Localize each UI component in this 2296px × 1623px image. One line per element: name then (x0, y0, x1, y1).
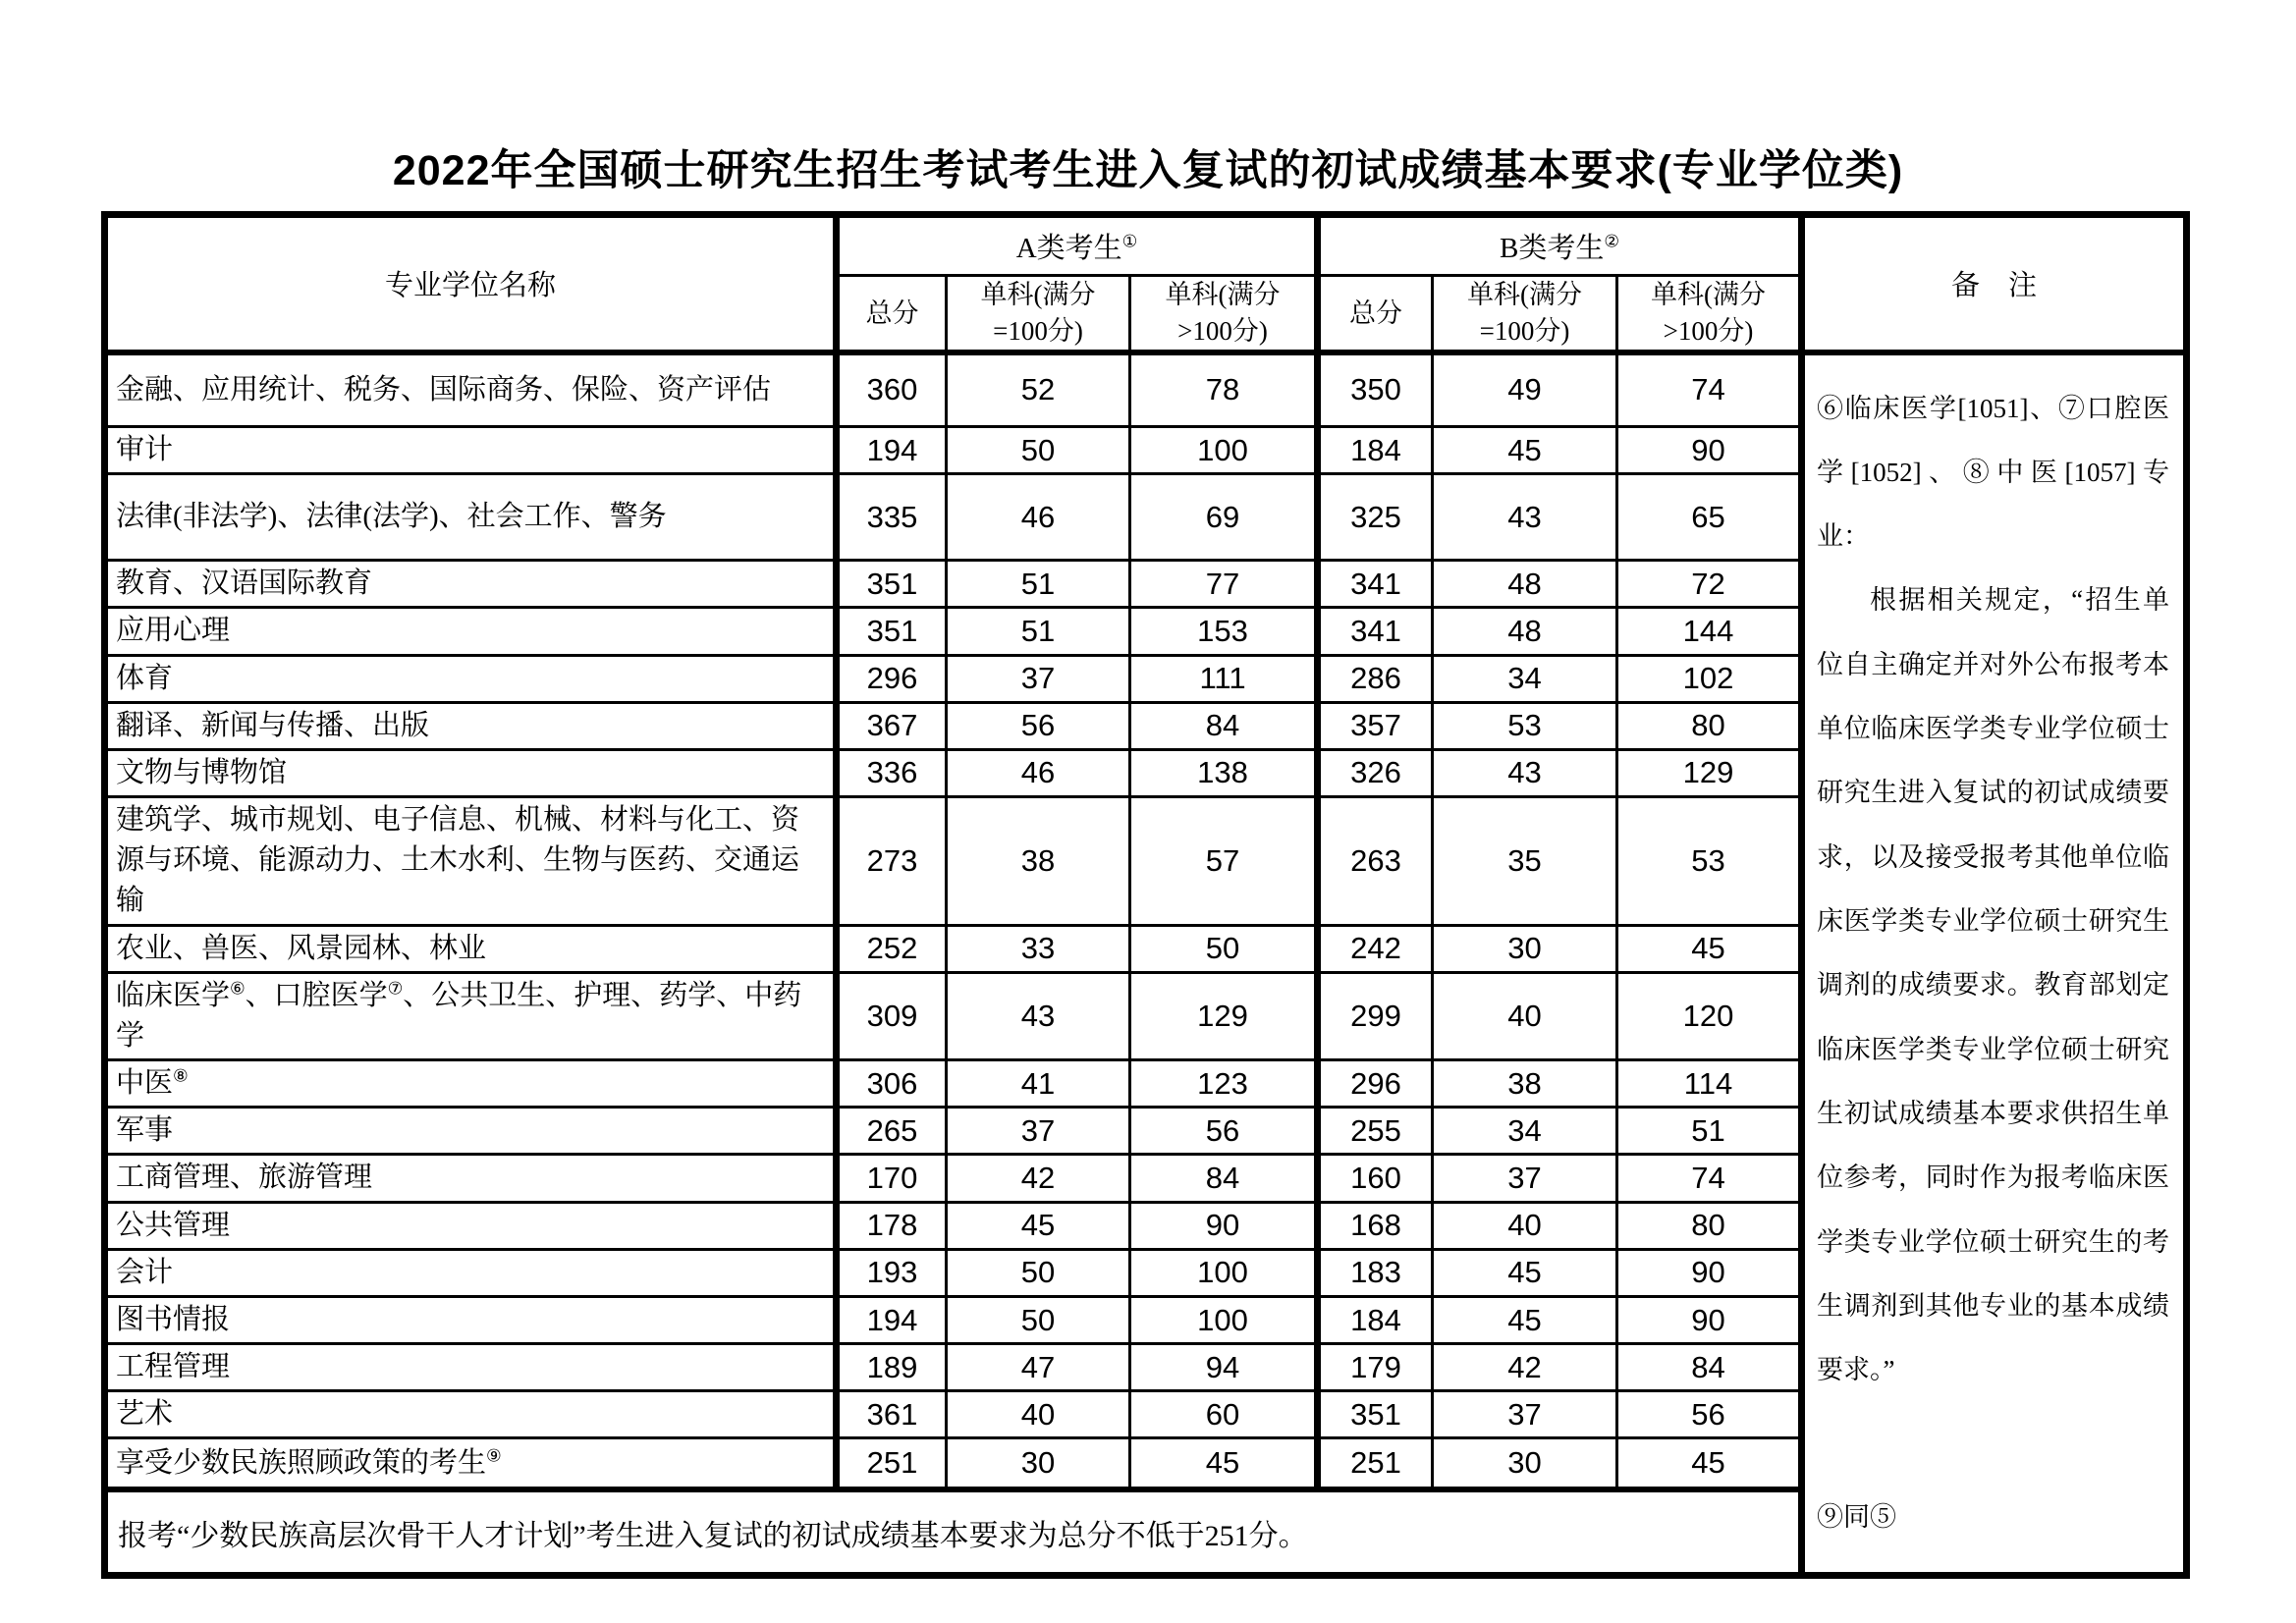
degree-name-text: 公共管理 (116, 1209, 231, 1241)
degree-name-text: 临床医学 (116, 979, 231, 1011)
subhead-line: 单科(满分 (1467, 280, 1582, 310)
score-cell: 252 (837, 925, 947, 972)
score-cell: 77 (1130, 561, 1318, 608)
score-cell: 138 (1130, 749, 1318, 796)
degree-name-cell (105, 1344, 837, 1391)
table-row (105, 352, 2187, 427)
score-cell: 325 (1318, 474, 1433, 561)
score-cell: 53 (1617, 797, 1802, 926)
score-cell: 357 (1318, 702, 1433, 749)
score-cell: 43 (947, 972, 1130, 1059)
score-cell: 56 (1617, 1391, 1802, 1438)
score-cell: 120 (1617, 972, 1802, 1059)
score-cell: 189 (837, 1344, 947, 1391)
score-cell: 38 (1433, 1060, 1617, 1108)
score-cell: 50 (947, 1296, 1130, 1343)
score-cell: 251 (837, 1438, 947, 1489)
degree-name-cell (105, 427, 837, 474)
score-cell: 100 (1130, 427, 1318, 474)
score-cell: 341 (1318, 561, 1433, 608)
score-cell: 100 (1130, 1249, 1318, 1296)
score-cell: 50 (947, 427, 1130, 474)
score-cell: 326 (1318, 749, 1433, 796)
header-remark: 备 注 (1802, 215, 2187, 352)
score-cell: 84 (1130, 702, 1318, 749)
degree-name-text: 工商管理、旅游管理 (116, 1162, 373, 1194)
score-cell: 84 (1130, 1155, 1318, 1202)
degree-name-cell (105, 608, 837, 655)
degree-name-text: 军事 (116, 1114, 174, 1147)
degree-name-text: 中医 (116, 1067, 174, 1100)
score-cell: 194 (837, 1296, 947, 1343)
score-cell: 341 (1318, 608, 1433, 655)
degree-name-text: 审计 (116, 434, 174, 465)
degree-name-cell (105, 1296, 837, 1343)
score-cell: 30 (1433, 925, 1617, 972)
degree-name-cell (105, 925, 837, 972)
score-cell: 350 (1318, 352, 1433, 427)
score-cell: 296 (1318, 1060, 1433, 1108)
page-title: 2022年全国硕士研究生招生考试考生进入复试的初试成绩基本要求(专业学位类) (392, 147, 1904, 194)
degree-name-text: 翻译、新闻与传播、出版 (116, 709, 430, 741)
score-cell: 45 (1130, 1438, 1318, 1489)
score-cell: 90 (1617, 1249, 1802, 1296)
degree-name-text: 建筑学、城市规划、电子信息、机械、材料与化工、资源与环境、能源动力、土木水利、生物与医药、交通运输 (116, 804, 800, 917)
score-cell: 43 (1433, 474, 1617, 561)
group-b-label: B类考生 (1500, 233, 1605, 264)
subhead-line: 单科(满分 (1651, 280, 1767, 310)
degree-name-cell (105, 1391, 837, 1438)
score-cell: 336 (837, 749, 947, 796)
score-cell: 30 (1433, 1438, 1617, 1489)
score-cell: 42 (1433, 1344, 1617, 1391)
degree-name-cell (105, 749, 837, 796)
score-cell: 183 (1318, 1249, 1433, 1296)
score-cell: 144 (1617, 608, 1802, 655)
score-cell: 46 (947, 749, 1130, 796)
score-cell: 40 (947, 1391, 1130, 1438)
degree-name-text: 金融、应用统计、税务、国际商务、保险、资产评估 (116, 373, 772, 406)
score-cell: 90 (1130, 1202, 1318, 1249)
header-group-a (837, 215, 1318, 276)
degree-name-cell (105, 1202, 837, 1249)
score-cell: 265 (837, 1108, 947, 1155)
degree-name-cell (105, 474, 837, 561)
score-cell: 47 (947, 1344, 1130, 1391)
degree-name-text: 享受少数民族照顾政策的考生 (116, 1446, 487, 1479)
score-cell: 45 (947, 1202, 1130, 1249)
header-a-total: 总分 (837, 276, 947, 352)
degree-name-text: 艺术 (116, 1398, 174, 1431)
score-cell: 56 (947, 702, 1130, 749)
score-cell: 351 (837, 561, 947, 608)
subhead-line: =100分) (993, 315, 1083, 346)
score-cell: 45 (1433, 427, 1617, 474)
score-cell: 90 (1617, 1296, 1802, 1343)
header-b-single-eq100 (1433, 276, 1617, 352)
score-cell: 74 (1617, 1155, 1802, 1202)
degree-name-text: 图书情报 (116, 1303, 231, 1335)
degree-name-cell (105, 561, 837, 608)
score-cell: 51 (947, 608, 1130, 655)
score-cell: 37 (947, 655, 1130, 702)
table-header (105, 215, 2187, 352)
score-cell: 367 (837, 702, 947, 749)
score-cell: 35 (1433, 797, 1617, 926)
score-cell: 90 (1617, 427, 1802, 474)
score-cell: 251 (1318, 1438, 1433, 1489)
score-cell: 255 (1318, 1108, 1433, 1155)
footnote-mark: ⑥ (230, 978, 246, 999)
score-cell: 78 (1130, 352, 1318, 427)
remark-paragraph: ⑥临床医学[1051]、⑦口腔医学[1052]、⑧中医[1057]专业： (1817, 393, 2170, 552)
score-cell: 286 (1318, 655, 1433, 702)
score-cell: 263 (1318, 797, 1433, 926)
score-cell: 335 (837, 474, 947, 561)
degree-name-cell (105, 1060, 837, 1108)
degree-name-text: 教育、汉语国际教育 (116, 568, 373, 600)
remark-cell (1802, 352, 2187, 1576)
footnote-mark: ⑧ (173, 1065, 189, 1086)
remark-paragraph: 根据相关规定，“招生单位自主确定并对外公布报考本单位临床医学类专业学位硕士研究生进入复试的初试成绩要求，以及接受报考其他单位临床医学类专业学位硕士研究生调剂的成绩要求。教育部划定临床医学类专业学位硕士研究生初试成绩基本要求供招生单位参考，同时作为报考临床医学类专业学位硕士研究生的考生调剂到其他专业的基本成绩要求。” (1817, 585, 2170, 1385)
header-group-b (1318, 215, 1802, 276)
score-cell: 50 (947, 1249, 1130, 1296)
subhead-line: >100分) (1177, 315, 1268, 346)
score-cell: 184 (1318, 1296, 1433, 1343)
subhead-line: =100分) (1479, 315, 1570, 346)
degree-name-cell (105, 655, 837, 702)
score-cell: 37 (1433, 1155, 1617, 1202)
score-cell: 56 (1130, 1108, 1318, 1155)
header-row-groups (105, 215, 2187, 276)
score-cell: 360 (837, 352, 947, 427)
degree-name-cell (105, 352, 837, 427)
score-cell: 69 (1130, 474, 1318, 561)
remark-paragraph: ⑨同⑤ (1817, 1501, 1897, 1532)
score-cell: 184 (1318, 427, 1433, 474)
header-a-single-eq100 (947, 276, 1130, 352)
score-cell: 41 (947, 1060, 1130, 1108)
score-cell: 194 (837, 427, 947, 474)
header-a-single-gt100 (1130, 276, 1318, 352)
score-cell: 34 (1433, 1108, 1617, 1155)
degree-name-text: 、公共卫生、护理、药学、中药学 (116, 979, 802, 1052)
degree-name-cell (105, 797, 837, 926)
score-cell: 111 (1130, 655, 1318, 702)
degree-name-text: 农业、兽医、风景园林、林业 (116, 932, 487, 964)
score-cell: 45 (1617, 1438, 1802, 1489)
score-cell: 123 (1130, 1060, 1318, 1108)
footnote-mark: ⑦ (387, 978, 404, 999)
score-cell: 351 (1318, 1391, 1433, 1438)
score-cell: 46 (947, 474, 1130, 561)
group-a-label: A类考生 (1015, 233, 1122, 264)
score-cell: 37 (947, 1108, 1130, 1155)
score-cell: 299 (1318, 972, 1433, 1059)
score-cell: 42 (947, 1155, 1130, 1202)
score-cell: 114 (1617, 1060, 1802, 1108)
group-a-footnote-mark: ① (1121, 231, 1138, 251)
subhead-line: 单科(满分 (1165, 280, 1281, 310)
group-b-footnote-mark: ② (1604, 231, 1619, 251)
score-cell: 37 (1433, 1391, 1617, 1438)
subhead-line: 单科(满分 (980, 280, 1096, 310)
score-cell: 72 (1617, 561, 1802, 608)
score-table (101, 211, 2190, 1579)
footnote-mark: ⑨ (486, 1444, 502, 1465)
score-cell: 51 (1617, 1108, 1802, 1155)
score-cell: 48 (1433, 608, 1617, 655)
score-cell: 52 (947, 352, 1130, 427)
score-cell: 351 (837, 608, 947, 655)
score-cell: 296 (837, 655, 947, 702)
score-cell: 30 (947, 1438, 1130, 1489)
degree-name-text: 、口腔医学 (245, 979, 388, 1011)
score-cell: 273 (837, 797, 947, 926)
score-cell: 170 (837, 1155, 947, 1202)
score-cell: 43 (1433, 749, 1617, 796)
score-cell: 50 (1130, 925, 1318, 972)
score-cell: 160 (1318, 1155, 1433, 1202)
score-cell: 45 (1433, 1296, 1617, 1343)
degree-name-cell (105, 1155, 837, 1202)
degree-name-text: 体育 (116, 662, 174, 694)
degree-name-cell (105, 1438, 837, 1489)
score-table-body (105, 352, 2187, 1576)
footer-note: 报考“少数民族高层次骨干人才计划”考生进入复试的初试成绩基本要求为总分不低于251分。 (105, 1489, 1802, 1576)
score-cell: 309 (837, 972, 947, 1059)
degree-name-cell (105, 1108, 837, 1155)
header-b-total: 总分 (1318, 276, 1433, 352)
degree-name-text: 会计 (116, 1256, 174, 1288)
score-cell: 51 (947, 561, 1130, 608)
score-cell: 80 (1617, 1202, 1802, 1249)
score-cell: 100 (1130, 1296, 1318, 1343)
score-cell: 57 (1130, 797, 1318, 926)
score-cell: 361 (837, 1391, 947, 1438)
score-cell: 193 (837, 1249, 947, 1296)
score-cell: 45 (1617, 925, 1802, 972)
score-cell: 84 (1617, 1344, 1802, 1391)
score-cell: 94 (1130, 1344, 1318, 1391)
score-cell: 153 (1130, 608, 1318, 655)
degree-name-text: 法律(非法学)、法律(法学)、社会工作、警务 (116, 501, 667, 533)
score-cell: 65 (1617, 474, 1802, 561)
degree-name-cell (105, 972, 837, 1059)
header-degree-name: 专业学位名称 (105, 215, 837, 352)
degree-name-cell (105, 1249, 837, 1296)
score-cell: 129 (1617, 749, 1802, 796)
score-cell: 53 (1433, 702, 1617, 749)
score-cell: 33 (947, 925, 1130, 972)
score-cell: 179 (1318, 1344, 1433, 1391)
header-b-single-gt100 (1617, 276, 1802, 352)
score-cell: 129 (1130, 972, 1318, 1059)
score-cell: 40 (1433, 1202, 1617, 1249)
score-cell: 45 (1433, 1249, 1617, 1296)
score-cell: 178 (837, 1202, 947, 1249)
subhead-line: >100分) (1663, 315, 1754, 346)
score-cell: 242 (1318, 925, 1433, 972)
degree-name-text: 工程管理 (116, 1351, 231, 1383)
score-cell: 80 (1617, 702, 1802, 749)
degree-name-cell (105, 702, 837, 749)
score-cell: 102 (1617, 655, 1802, 702)
score-cell: 34 (1433, 655, 1617, 702)
score-cell: 38 (947, 797, 1130, 926)
score-cell: 306 (837, 1060, 947, 1108)
degree-name-text: 应用心理 (116, 615, 231, 647)
degree-name-text: 文物与博物馆 (116, 756, 288, 788)
score-cell: 49 (1433, 352, 1617, 427)
score-cell: 60 (1130, 1391, 1318, 1438)
score-cell: 40 (1433, 972, 1617, 1059)
score-cell: 48 (1433, 561, 1617, 608)
score-cell: 168 (1318, 1202, 1433, 1249)
score-cell: 74 (1617, 352, 1802, 427)
